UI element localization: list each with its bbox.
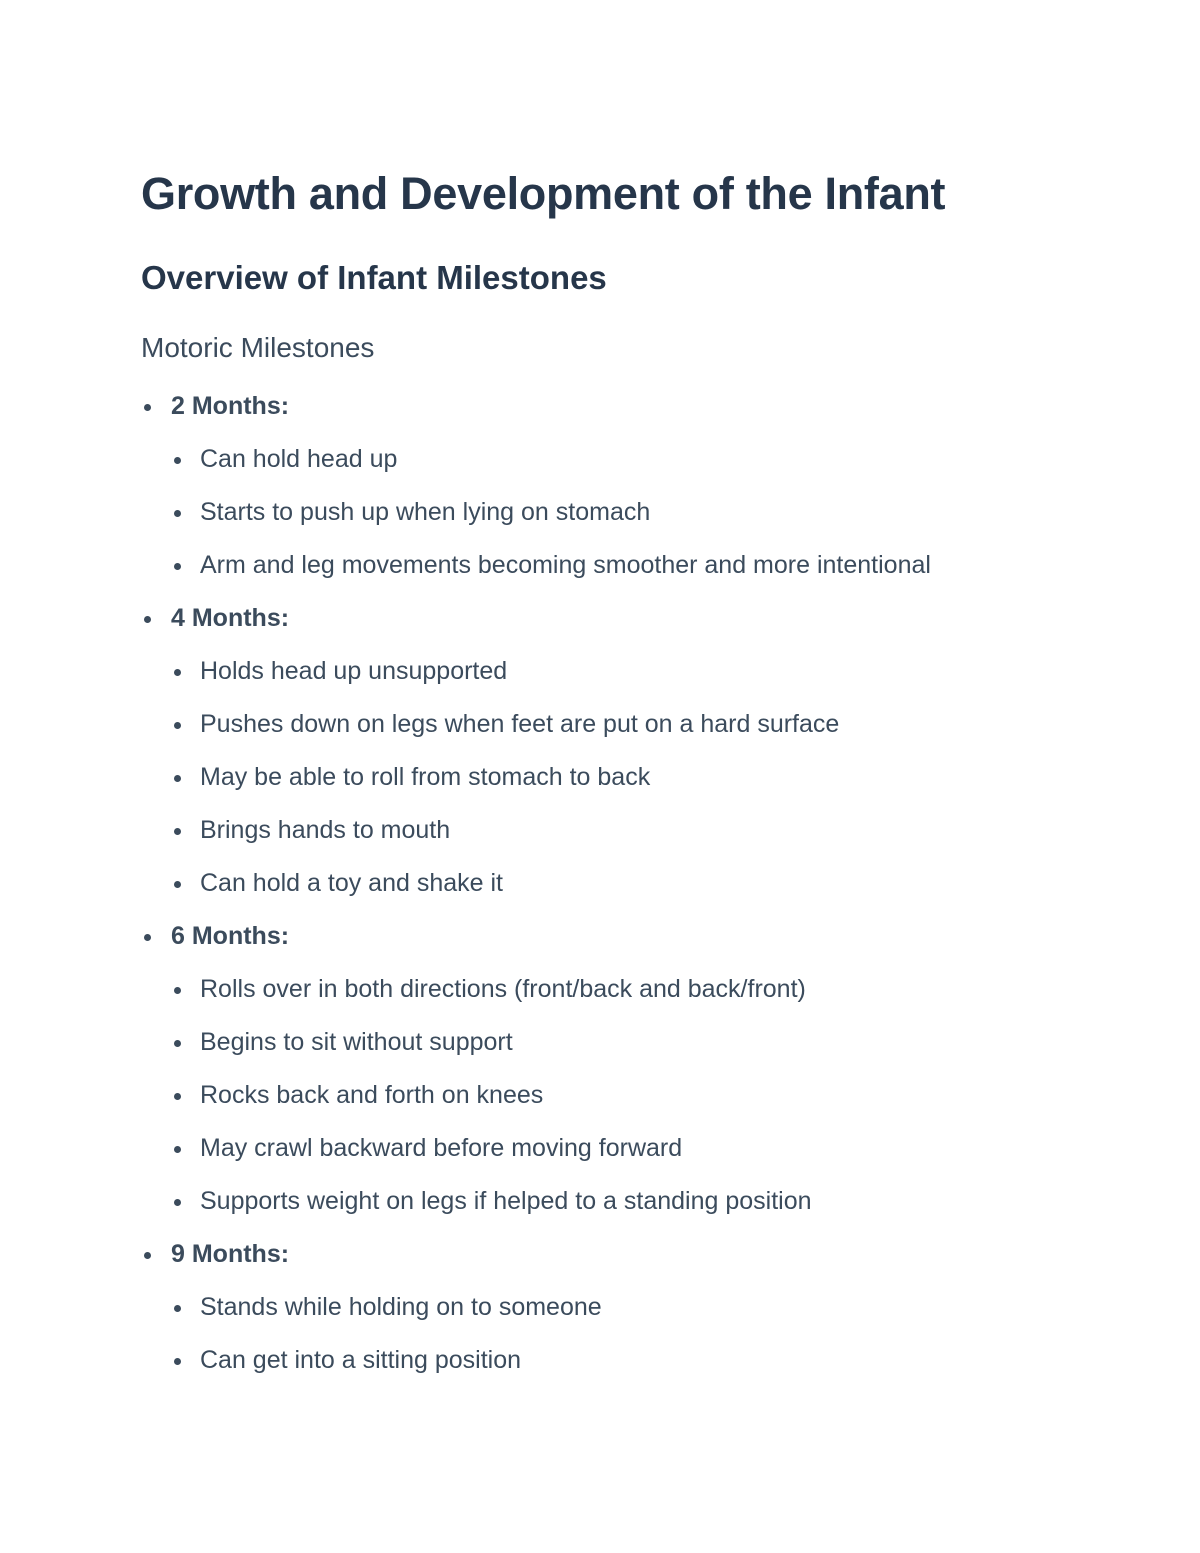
milestone-item-text: Rolls over in both directions (front/back and back/front) bbox=[200, 975, 806, 1003]
list-item bbox=[141, 1281, 1140, 1334]
bullet-icon bbox=[174, 1358, 181, 1365]
bullet-icon bbox=[174, 1146, 181, 1153]
list-item bbox=[141, 1122, 1140, 1175]
page-title: Growth and Development of the Infant bbox=[141, 168, 946, 219]
milestone-group bbox=[141, 380, 1140, 592]
bullet-icon bbox=[174, 1040, 181, 1047]
bullet-icon bbox=[144, 1252, 151, 1259]
bullet-icon bbox=[174, 987, 181, 994]
milestone-sublist bbox=[141, 645, 1140, 910]
milestone-item-text: Pushes down on legs when feet are put on a hard surface bbox=[200, 710, 840, 738]
milestone-item-text: Arm and leg movements becoming smoother and more intentional bbox=[200, 551, 931, 579]
milestone-age-label: 4 Months: bbox=[171, 604, 290, 632]
section-title: Overview of Infant Milestones bbox=[141, 259, 607, 296]
list-item bbox=[141, 486, 1140, 539]
list-item bbox=[141, 804, 1140, 857]
list-item bbox=[141, 1175, 1140, 1228]
list-item bbox=[141, 1334, 1140, 1387]
bullet-icon bbox=[174, 563, 181, 570]
milestone-age-row bbox=[141, 910, 1140, 963]
milestone-item-text: Stands while holding on to someone bbox=[200, 1293, 602, 1321]
milestone-item-text: Can get into a sitting position bbox=[200, 1346, 522, 1374]
milestone-item-text: Brings hands to mouth bbox=[200, 816, 451, 844]
bullet-icon bbox=[174, 1093, 181, 1100]
milestone-age-label: 2 Months: bbox=[171, 392, 290, 420]
list-item bbox=[141, 963, 1140, 1016]
list-item bbox=[141, 645, 1140, 698]
list-item bbox=[141, 751, 1140, 804]
milestone-age-label: 9 Months: bbox=[171, 1240, 290, 1268]
milestone-item-text: Can hold a toy and shake it bbox=[200, 869, 503, 897]
list-item bbox=[141, 698, 1140, 751]
milestone-group bbox=[141, 592, 1140, 910]
milestone-sublist bbox=[141, 963, 1140, 1228]
list-item bbox=[141, 433, 1140, 486]
milestone-item-text: Starts to push up when lying on stomach bbox=[200, 498, 651, 526]
milestone-age-row bbox=[141, 592, 1140, 645]
milestone-item-text: Supports weight on legs if helped to a standing position bbox=[200, 1187, 812, 1215]
milestone-item-text: Begins to sit without support bbox=[200, 1028, 513, 1056]
milestone-item-text: May crawl backward before moving forward bbox=[200, 1134, 683, 1162]
list-item bbox=[141, 539, 1140, 592]
subsection-heading: Motoric Milestones bbox=[141, 332, 375, 363]
milestone-sublist bbox=[141, 1281, 1140, 1387]
milestone-group bbox=[141, 910, 1140, 1228]
milestone-age-row bbox=[141, 1228, 1140, 1281]
milestone-list bbox=[141, 380, 1140, 1387]
list-item bbox=[141, 857, 1140, 910]
milestone-item-text: May be able to roll from stomach to back bbox=[200, 763, 651, 791]
milestone-group bbox=[141, 1228, 1140, 1387]
bullet-icon bbox=[174, 722, 181, 729]
list-item bbox=[141, 1069, 1140, 1122]
milestone-item-text: Can hold head up bbox=[200, 445, 398, 473]
milestone-age-label: 6 Months: bbox=[171, 922, 290, 950]
bullet-icon bbox=[144, 616, 151, 623]
bullet-icon bbox=[174, 669, 181, 676]
bullet-icon bbox=[174, 510, 181, 517]
bullet-icon bbox=[144, 934, 151, 941]
bullet-icon bbox=[174, 1305, 181, 1312]
list-item bbox=[141, 1016, 1140, 1069]
bullet-icon bbox=[174, 881, 181, 888]
bullet-icon bbox=[144, 404, 151, 411]
milestone-item-text: Holds head up unsupported bbox=[200, 657, 508, 685]
milestone-sublist bbox=[141, 433, 1140, 592]
bullet-icon bbox=[174, 775, 181, 782]
milestone-age-row bbox=[141, 380, 1140, 433]
bullet-icon bbox=[174, 1199, 181, 1206]
bullet-icon bbox=[174, 828, 181, 835]
milestone-item-text: Rocks back and forth on knees bbox=[200, 1081, 544, 1109]
bullet-icon bbox=[174, 457, 181, 464]
